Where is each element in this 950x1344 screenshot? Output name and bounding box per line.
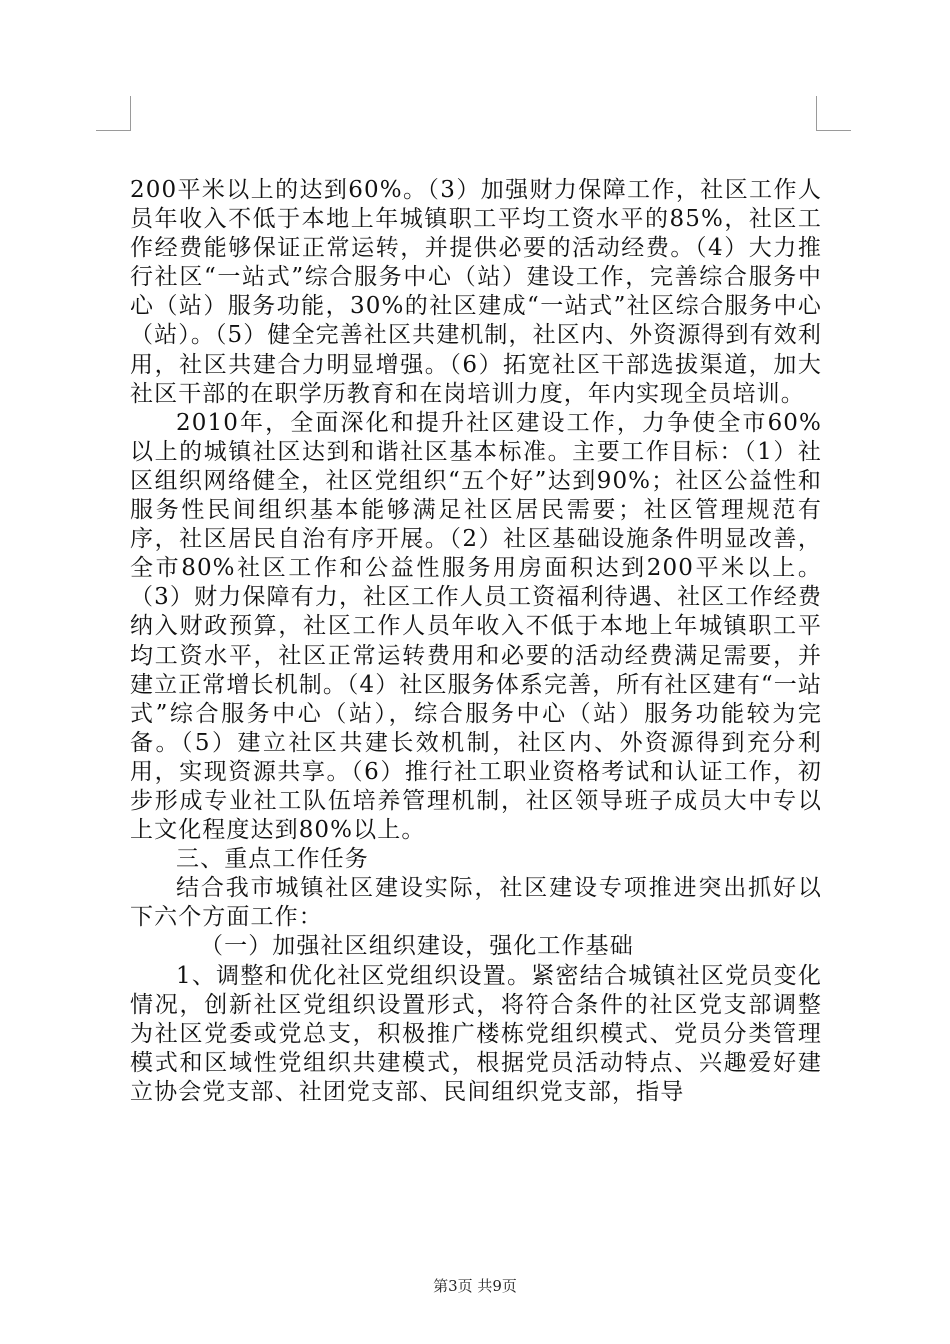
crop-mark-top-left xyxy=(96,96,131,131)
crop-mark-top-right xyxy=(816,96,851,131)
subsection-heading-organization: （一）加强社区组织建设，强化工作基础 xyxy=(200,933,634,960)
paragraph-2010-goals: 2010年，全面深化和提升社区建设工作，力争使全市60%以上的城镇社区达到和谐社区基本标准。主要工作目标：（1）社区组织网络健全，社区党组织“五个好”达到90%；社区公益性和服务性民间组织基本能够满足社区居民需要；社区管理规范有序，社区居民自治有序开展。（2）社区基础设施条件明显改善，全市80%社区工作和公益性服务用房面积达到200平米以上。（3）财力保障有力，社区工作人员工资福利待遇、社区工作经费纳入财政预算，社区工作人员年收入不低于本地上年城镇职工平均工资水平，社区正常运转费用和必要的活动经费满足需要，并建立正常增长机制。（4）社区服务体系完善，所有社区建有“一站式”综合服务中心（站），综合服务中心（站）服务功能较为完备。（5）建立社区共建长效机制，社区内、外资源得到充分利用，实现资源共享。（6）推行社工职业资格考试和认证工作，初步形成专业社工队伍培养管理机制，社区领导班子成员大中专以上文化程度达到80%以上。 xyxy=(130,409,822,844)
paragraph-party-organization: 1、调整和优化社区党组织设置。紧密结合城镇社区党员变化情况，创新社区党组织设置形式，将符合条件的社区党支部调整为社区党委或党总支，积极推广楼栋党组织模式、党员分类管理模式和区域性党组织共建模式，根据党员活动特点、兴趣爱好建立协会党支部、社团党支部、民间组织党支部，指导 xyxy=(130,962,822,1105)
document-body xyxy=(130,176,822,1107)
section-heading-key-tasks: 三、重点工作任务 xyxy=(176,846,369,873)
paragraph-continuation: 200平米以上的达到60%。（3）加强财力保障工作，社区工作人员年收入不低于本地上年城镇职工平均工资水平的85%，社区工作经费能够保证正常运转，并提供必要的活动经费。（4）大力推行社区“一站式”综合服务中心（站）建设工作，完善综合服务中心（站）服务功能，30%的社区建成“一站式”社区综合服务中心（站）。（5）健全完善社区共建机制，社区内、外资源得到有效利用，社区共建合力明显增强。（6）拓宽社区干部选拔渠道，加大社区干部的在职学历教育和在岗培训力度，年内实现全员培训。 xyxy=(130,177,822,407)
page-number-footer: 第3页 共9页 xyxy=(433,1277,517,1295)
paragraph-intro-tasks: 结合我市城镇社区建设实际，社区建设专项推进突出抓好以下六个方面工作： xyxy=(130,875,822,931)
